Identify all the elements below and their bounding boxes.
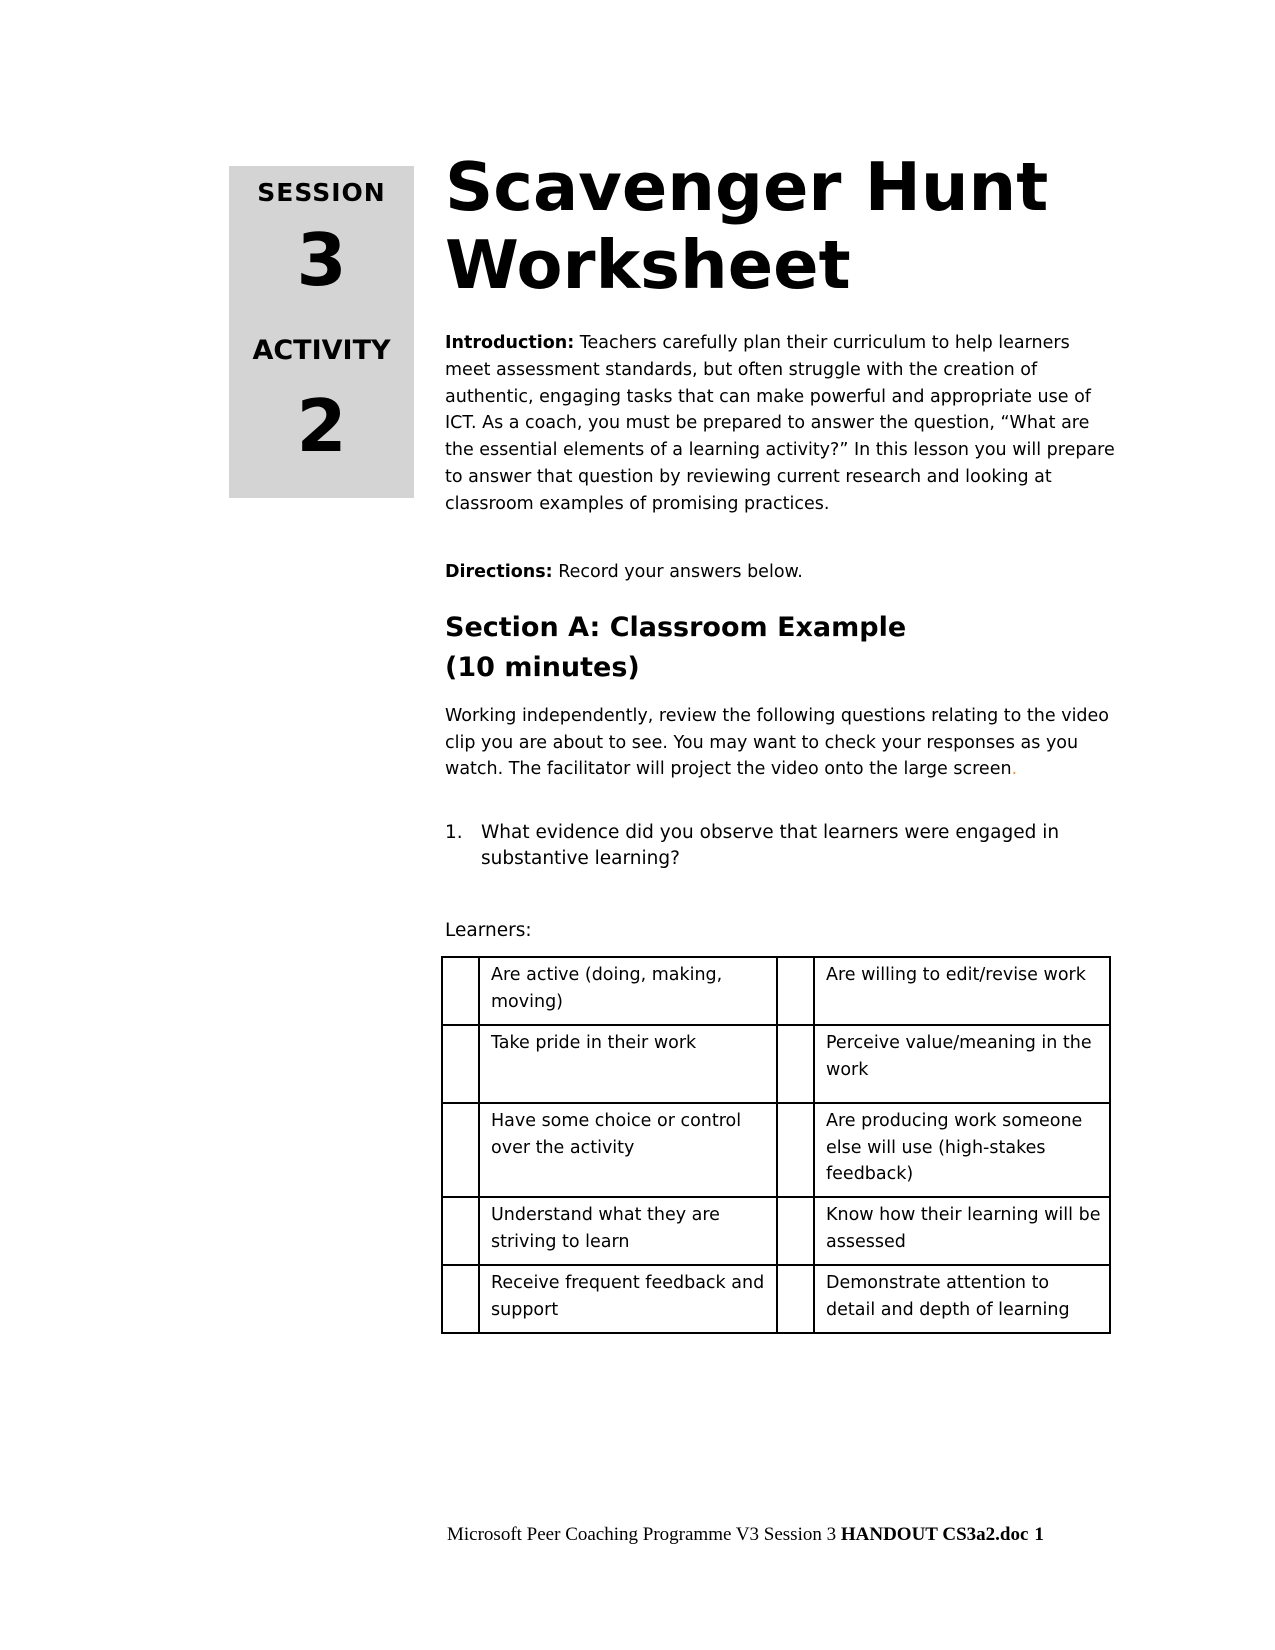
page-title [445,148,1225,304]
checkbox-cell[interactable] [442,1103,479,1197]
checklist-item: Are willing to edit/revise work [814,957,1110,1025]
session-number: 3 [296,218,347,302]
introduction-paragraph [445,330,1115,518]
page-number: 1 [1034,1524,1044,1545]
session-label: SESSION [257,178,386,207]
directions-text: Record your answers below. [558,562,803,582]
question-text: What evidence did you observe that learners were engaged in substantive learning? [481,822,1060,869]
title-line-2: Worksheet [445,226,851,304]
checklist-item: Demonstrate attention to detail and depth of learning [814,1265,1110,1333]
checklist-item: Understand what they are striving to learn [479,1197,777,1265]
directions-label: Directions: [445,562,553,582]
checkbox-cell[interactable] [442,1197,479,1265]
activity-label: ACTIVITY [252,335,391,366]
learners-label: Learners: [445,920,532,941]
section-a-heading [445,608,1115,688]
checklist-row [442,1025,1110,1103]
footer-text: Microsoft Peer Coaching Programme V3 Session 3 [447,1524,841,1545]
session-activity-box [229,166,414,498]
section-a-duration: (10 minutes) [445,652,640,683]
page-footer [447,1524,1044,1546]
section-a-title: Section A: Classroom Example [445,612,907,643]
question-number: 1. [445,822,463,843]
checklist-row [442,1197,1110,1265]
checkbox-cell[interactable] [442,957,479,1025]
checkbox-cell[interactable] [777,1265,814,1333]
checklist-item: Perceive value/meaning in the work [814,1025,1110,1103]
activity-number: 2 [296,384,347,468]
checkbox-cell[interactable] [777,1025,814,1103]
learners-checklist [441,956,1111,1334]
checkbox-cell[interactable] [777,957,814,1025]
checklist-item: Know how their learning will be assessed [814,1197,1110,1265]
title-line-1: Scavenger Hunt [445,148,1049,226]
working-instructions [445,703,1115,783]
checkbox-cell[interactable] [777,1103,814,1197]
checklist-row [442,1103,1110,1197]
directions-paragraph [445,559,1115,585]
accent-period: . [1011,759,1018,780]
checklist-item: Take pride in their work [479,1025,777,1103]
working-text: Working independently, review the following questions relating to the video clip you are about to see. You may want to check your responses as you watch. The facilitator will project the video onto the large screen [445,706,1110,780]
checkbox-cell[interactable] [777,1197,814,1265]
checkbox-cell[interactable] [442,1265,479,1333]
introduction-text: Teachers carefully plan their curriculum to help learners meet assessment standards, but often struggle with the creation of authentic, engaging tasks that can make powerful and appropriate use of ICT. As a coach, you must be prepared to answer the question, “What are the essential elements of a learning activity?” In this lesson you will prepare to answer that question by reviewing current research and looking at classroom examples of promising practices. [445,333,1115,514]
footer-handout-id: HANDOUT CS3a2.doc [840,1524,1029,1545]
checkbox-cell[interactable] [442,1025,479,1103]
checklist-row [442,957,1110,1025]
checklist-item: Have some choice or control over the activity [479,1103,777,1197]
checklist-row [442,1265,1110,1333]
checklist-item: Are active (doing, making, moving) [479,957,777,1025]
checklist-item: Receive frequent feedback and support [479,1265,777,1333]
introduction-label: Introduction: [445,333,575,353]
checklist-item: Are producing work someone else will use (high-stakes feedback) [814,1103,1110,1197]
